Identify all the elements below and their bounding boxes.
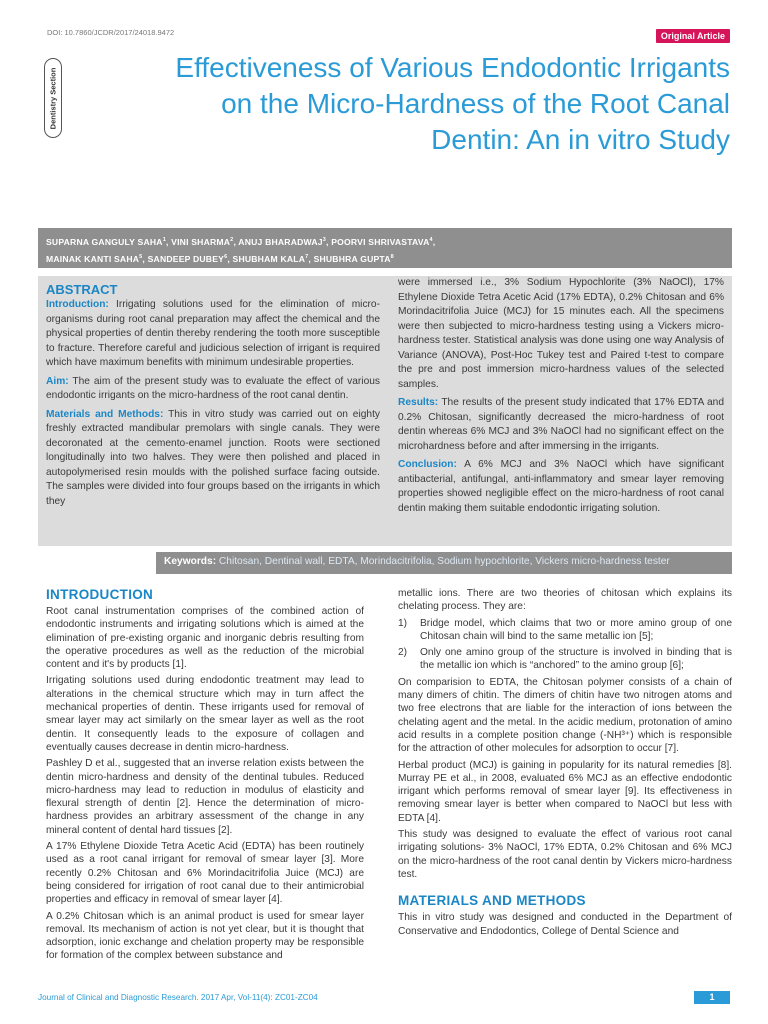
abstract-aim [46, 375, 380, 404]
affiliation-mark: 5 [139, 253, 143, 260]
list-number: 1) [398, 617, 408, 629]
article-type-badge: Original Article [656, 29, 730, 43]
affiliation-mark: 1 [162, 237, 166, 243]
author-name: SANDEEP DUBEY [147, 253, 225, 264]
doi-text: DOI: 10.7860/JCDR/2017/24018.9472 [47, 28, 175, 37]
paragraph: Root canal instrumentation comprises of the combined action of endodontic instruments and irrigating solutions which is aimed at the elimination of pre-existing organic and inorganic debris resulting from the operative procedures as well as the reduction of the microbial content and it's by products [1]. [46, 606, 364, 671]
introduction-heading: INTRODUCTION [46, 587, 154, 602]
paragraph: Irrigating solutions used during endodontic treatment may lead to alterations in the chemical structure which may in turn affect the mechanical properties of dentin. These irrigants used for removal of smear layer may act similarly on the smear layer as well as the root dentin. It consequently leads to the exposure of collagen and eventually causes decrease in dentin micro-hardness. [46, 675, 364, 753]
keywords-bar [156, 552, 732, 574]
abstract-heading: ABSTRACT [46, 282, 118, 297]
section-tab [44, 58, 62, 138]
article-title: Effectiveness of Various Endodontic Irrigants on the Micro-Hardness of the Root Canal Dentin: An in vitro Study [175, 52, 730, 155]
paragraph: On comparision to EDTA, the Chitosan polymer consists of a chain of many dimers of chitin. The dimers of chitin have two nitrogen atoms and two free electrons that are liable for the interaction of ions between the chelating agent and the metal. In the acidic medium, protonation of amino acid results in a complete position change (-NH³⁺) which is responsible for the attraction of other molecules for adsorption to occur [7]. [398, 676, 732, 755]
keywords-text: Chitosan, Dentinal wall, EDTA, Morindacitrifolia, Sodium hypochlorite, Vickers micro-hardness tester [216, 556, 670, 567]
paragraph: A 17% Ethylene Dioxide Tetra Acetic Acid (EDTA) has been routinely used as a root canal irrigant for removal of smear layer [3]. More recently 0.2% Chitosan and 6% Morindacitrifolia Juice (MCJ) are being considered for irrigation of root canal due to their antimicrobial properties and efficacy in removal of smear layer [4]. [46, 841, 364, 906]
abstract-results [398, 396, 724, 454]
footer-journal: Journal of Clinical and Diagnostic Research. 2017 Apr, Vol-11(4): ZC01-ZC04 [38, 993, 318, 1002]
abstract-text: This in vitro study was carried out on eighty freshly extracted mandibular premolars with single canals. They were decoronated at the cemento-enamel junction. Roots were sectioned longitudinally into two halves. They were then polished and placed in autopolymerised resin moulds with the polished surface facing outside. The samples were divided into four groups based on the irrigants in which they [46, 408, 380, 507]
paragraph: metallic ions. There are two theories of chitosan which explains its chelating process. They are: [398, 588, 732, 613]
body-left-column [46, 587, 364, 966]
author-bar [38, 228, 732, 268]
paragraph: Herbal product (MCJ) is gaining in popularity for its natural remedies [8]. Murray PE et al., in 2008, evaluated 6% MCJ as an effective endodontic irrigant which performs removal of smear layer [9]. Its effectiveness in removing smear layer is better when compared to NaOCl but less with EDTA [4]. [398, 759, 732, 824]
list-text: Bridge model, which claims that two or more amino group of one Chitosan chain will bind to the same metallic ion [5]; [420, 617, 732, 642]
abstract-text: The results of the present study indicated that 17% EDTA and 0.2% Chitosan, significantly decreased the micro-hardness of root dentin whereas 6% MCJ and 3% NaOCl had no significant effect on the microhardness before and after immersing in the irrigants. [398, 397, 724, 452]
author-name: VINI SHARMA [171, 236, 231, 247]
author-name: SUPARNA GANGULY SAHA [46, 236, 163, 247]
abstract-label: Introduction: [46, 299, 109, 310]
abstract-label: Materials and Methods: [46, 408, 164, 420]
paragraph: This study was designed to evaluate the effect of various root canal irrigating solutions- 3% NaOCl, 17% EDTA, 0.2% Chitosan and 6% MCJ on the micro-hardness of the root canal dentin by Vickers micro-hardness test. [398, 829, 732, 880]
affiliation-mark: 2 [230, 237, 234, 243]
abstract-left-column [46, 282, 380, 513]
abstract-introduction [46, 298, 380, 371]
author-name: POORVI SHRIVASTAVA [331, 236, 430, 247]
section-label: Dentistry Section [48, 67, 58, 129]
body-right-column [398, 587, 732, 941]
author-line-2: MAINAK KANTI SAHA$^5$, SANDEEP DUBEY$^6$, SHUBHAM KALA$^7$, SHUBHRA GUPTA$^8$ [46, 253, 394, 264]
list-item [398, 646, 732, 673]
abstract-label: Results: [398, 397, 439, 408]
affiliation-mark: 3 [322, 237, 327, 243]
author-name: SHUBHAM KALA [232, 253, 306, 264]
abstract-conclusion [398, 458, 724, 516]
affiliation-mark: 6 [224, 253, 228, 260]
author-name: MAINAK KANTI SAHA [46, 253, 140, 264]
author-line-1: SUPARNA GANGULY SAHA$^1$, VINI SHARMA$^2$, ANUJ BHARADWAJ$^3$, POORVI SHRIVASTAVA$^4$, [46, 236, 436, 247]
abstract-right-column [398, 276, 724, 520]
abstract-text: A 6% MCJ and 3% NaOCl which have significant antibacterial, antifungal, anti-inflammatory and smear layer removing properties showed negligible effect on the micro-hardness of root canal dentin making them suitable endodontic irrigating solution. [398, 459, 724, 514]
abstract-text: Irrigating solutions used for the elimination of micro-organisms during root canal preparation may affect the chemical and the physical properties of dentin thereby rendering the tooth more susceptible to fracture. Therefore careful and judicious selection of irrigant is required which have maximum benefits with minimum undesirable properties. [46, 299, 380, 368]
affiliation-mark: 7 [305, 253, 309, 260]
abstract-text: The aim of the present study was to evaluate the effect of various endodontic irrigants on the micro-hardness of the root canal dentin. [46, 375, 380, 401]
methods-heading: MATERIALS AND METHODS [398, 893, 586, 909]
abstract-label: Aim: [46, 375, 69, 387]
list-item [398, 617, 732, 644]
page-number: 1 [694, 991, 730, 1004]
list-number: 2) [398, 647, 408, 659]
keywords-label: Keywords: [164, 556, 217, 567]
abstract-methods [46, 408, 380, 510]
abstract-box [38, 276, 732, 546]
abstract-label: Conclusion: [398, 459, 457, 470]
abstract-methods-cont: were immersed i.e., 3% Sodium Hypochlorite (3% NaOCl), 17% Ethylene Dioxide Tetra Acetic Acid (17% EDTA), 0.2% Chitosan and 6% Morindacitrifolia Juice (MCJ) for 15 minutes each. All the specimens were then subjected to micro-hardness testing using a Vickers micro-hardness tester. Statistical analysis was done using one way Analysis of Variance (ANOVA), Post-Hoc Tukey test and Paired t-test to compare the pre and post immersion micro-hardness values of the selected samples. [398, 277, 724, 390]
author-name: ANUJ BHARADWAJ [238, 236, 323, 247]
paragraph: Pashley D et al., suggested that an inverse relation exists between the dentin micro-hardness and density of the dentinal tubules. Reduced micro-hardness may lead to reduction in modulus of elasticity and flexural strength of dentin [2]. Hence the determination of micro-hardness provides an arbitrary assessment of the change in any mineral content of dental hard tissues [2]. [46, 758, 364, 836]
affiliation-mark: 8 [390, 253, 394, 260]
paragraph: A 0.2% Chitosan which is an animal product is used for smear layer removal. Its mechanism of action is not yet clear, but it is thought that adsorption, ionic exchange and chelation property may be responsible for formation of the complex between substance and [46, 910, 364, 962]
list-text: Only one amino group of the structure is involved in binding that is the metallic ion which is “anchored” to the amino group [6]; [420, 647, 732, 672]
author-name: SHUBHRA GUPTA [313, 253, 391, 264]
paragraph: This in vitro study was designed and conducted in the Department of Conservative and Endodontics, College of Dental Science and [398, 912, 732, 937]
affiliation-mark: 4 [429, 237, 433, 243]
